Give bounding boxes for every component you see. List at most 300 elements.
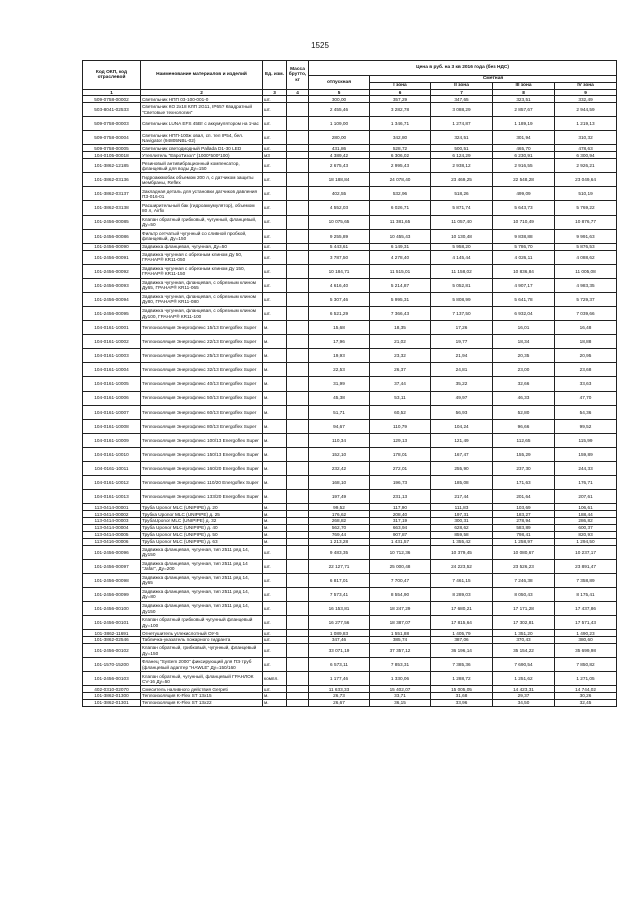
item-mass (287, 187, 309, 201)
column-number: 7 (431, 90, 493, 96)
price-zone-1: 208,40 (370, 511, 431, 518)
item-mass (287, 545, 309, 559)
table-row (83, 264, 617, 278)
item-unit: компл. (263, 672, 287, 686)
price-release: 6 817,01 (309, 573, 370, 587)
price-zone-4: 159,89 (555, 447, 617, 461)
item-name: Задвижка фланцевая, чугунная, тип 2511 ряд 14 "Jafar", Ду=200 (141, 559, 263, 573)
price-release: 7 573,41 (309, 587, 370, 601)
price-zone-1: 907,87 (370, 531, 431, 538)
price-zone-1: 25 000,48 (370, 559, 431, 573)
table-row (83, 531, 617, 538)
item-name: Теплоизоляция Энергофлекс 40/13 Energoflex Super (141, 377, 263, 391)
item-name: Задвижка фланцевая, чугунная, тип 2511 ряд 14, Ду150 (141, 545, 263, 559)
price-zone-2: 17 815,64 (431, 616, 493, 630)
item-code: 104-0161-10006 (83, 391, 141, 405)
table-row (83, 229, 617, 243)
price-release: 2 455,46 (309, 103, 370, 117)
item-code: 101-1570-15200 (83, 658, 141, 672)
price-zone-1: 10 712,36 (370, 545, 431, 559)
price-zone-2: 859,58 (431, 531, 493, 538)
item-mass (287, 672, 309, 686)
price-zone-2: 49,97 (431, 391, 493, 405)
item-mass (287, 447, 309, 461)
table-row (83, 524, 617, 531)
table-row (83, 538, 617, 545)
item-code: 104-0161-10005 (83, 377, 141, 391)
item-code: 101-2456-00092 (83, 264, 141, 278)
price-zone-1: 60,52 (370, 405, 431, 419)
price-zone-4: 7 358,89 (555, 573, 617, 587)
price-zone-4: 6 300,94 (555, 152, 617, 159)
item-unit: шт. (263, 201, 287, 215)
item-mass (287, 573, 309, 587)
price-zone-4: 7 850,82 (555, 658, 617, 672)
item-name: Теплоизоляция Энергофлекс 100/13 Energoflex Super (141, 433, 263, 447)
item-mass (287, 96, 309, 103)
column-number: 2 (141, 90, 263, 96)
price-zone-4: 23 891,47 (555, 559, 617, 573)
price-zone-3: 1 189,19 (493, 117, 555, 131)
price-zone-2: 7 137,50 (431, 306, 493, 320)
price-zone-1: 53,11 (370, 391, 431, 405)
table-row (83, 504, 617, 511)
price-zone-2: 255,90 (431, 461, 493, 475)
price-zone-3: 35 154,22 (493, 643, 555, 657)
price-release: 300,00 (309, 96, 370, 103)
item-code: 101-2456-00098 (83, 573, 141, 587)
item-unit: м. (263, 391, 287, 405)
item-code: 101-2456-00101 (83, 616, 141, 630)
price-zone-4: 20,95 (555, 349, 617, 363)
item-code: 104-0161-10008 (83, 419, 141, 433)
item-mass (287, 476, 309, 490)
price-release: 4 389,42 (309, 152, 370, 159)
item-code: 101-3862-01301 (83, 700, 141, 707)
price-release: 347,46 (309, 637, 370, 644)
item-code: 104-0161-10007 (83, 405, 141, 419)
item-unit: м. (263, 377, 287, 391)
item-mass (287, 306, 309, 320)
item-code: 113-0414-00005 (83, 531, 141, 538)
price-zone-2: 10 379,45 (431, 545, 493, 559)
table-row (83, 518, 617, 525)
price-release: 16 277,56 (309, 616, 370, 630)
price-zone-1: 117,90 (370, 504, 431, 511)
price-zone-2: 4 145,44 (431, 250, 493, 264)
column-number: 1 (83, 90, 141, 96)
item-unit: шт. (263, 616, 287, 630)
price-release: 9 255,89 (309, 229, 370, 243)
item-unit: шт. (263, 145, 287, 152)
item-name: Огнетушитель углекислотный ОУ-5 (141, 630, 263, 637)
table-row (83, 131, 617, 145)
item-unit: шт. (263, 292, 287, 306)
price-zone-2: 33,96 (431, 700, 493, 707)
item-name: Труба Uponor MLC (UNIPIPE) д. 50 (141, 531, 263, 538)
table-row (83, 377, 617, 391)
price-zone-4: 2 926,21 (555, 159, 617, 173)
price-zone-4: 2 944,59 (555, 103, 617, 117)
item-mass (287, 103, 309, 117)
price-zone-4: 5 876,53 (555, 243, 617, 250)
table-row (83, 145, 617, 152)
price-zone-2: 518,26 (431, 187, 493, 201)
price-release: 31,99 (309, 377, 370, 391)
price-zone-1: 317,19 (370, 518, 431, 525)
table-row (83, 419, 617, 433)
price-release: 18 188,84 (309, 173, 370, 187)
price-zone-4: 286,82 (555, 518, 617, 525)
price-zone-3: 10 710,49 (493, 215, 555, 229)
table-row (83, 658, 617, 672)
price-zone-4: 1 490,23 (555, 630, 617, 637)
price-zone-1: 532,96 (370, 187, 431, 201)
price-zone-3: 4 026,11 (493, 250, 555, 264)
price-zone-3: 23,00 (493, 363, 555, 377)
item-mass (287, 405, 309, 419)
item-unit: шт. (263, 103, 287, 117)
item-name: Задвижка фланцевая, чугунная, Ду=50 (141, 243, 263, 250)
item-mass (287, 243, 309, 250)
price-zone-2: 628,62 (431, 524, 493, 531)
item-unit: шт. (263, 306, 287, 320)
price-zone-1: 18,35 (370, 321, 431, 335)
item-unit: шт. (263, 278, 287, 292)
table-row (83, 461, 617, 475)
price-zone-2: 56,93 (431, 405, 493, 419)
item-code: 101-2456-00100 (83, 601, 141, 615)
item-unit: м. (263, 511, 287, 518)
item-code: 509-0758-00004 (83, 131, 141, 145)
item-code: 101-3862-03136 (83, 173, 141, 187)
price-zone-1: 528,72 (370, 145, 431, 152)
price-zone-1: 37,44 (370, 377, 431, 391)
price-zone-2: 197,31 (431, 511, 493, 518)
price-zone-3: 499,09 (493, 187, 555, 201)
table-row (83, 159, 617, 173)
item-code: 104-0161-10011 (83, 461, 141, 475)
price-zone-2: 5 871,74 (431, 201, 493, 215)
header-release: отпускная (309, 76, 370, 90)
item-code: 101-2456-00091 (83, 250, 141, 264)
item-code: 101-2456-00097 (83, 559, 141, 573)
price-zone-2: 111,83 (431, 504, 493, 511)
item-mass (287, 215, 309, 229)
table-row (83, 391, 617, 405)
price-zone-4: 188,44 (555, 511, 617, 518)
item-code: 101-2456-00094 (83, 292, 141, 306)
price-zone-1: 7 853,31 (370, 658, 431, 672)
price-zone-3: 18,34 (493, 335, 555, 349)
price-zone-1: 1 431,57 (370, 538, 431, 545)
price-zone-4: 17 437,86 (555, 601, 617, 615)
item-mass (287, 616, 309, 630)
price-zone-2: 23 469,25 (431, 173, 493, 187)
item-code: 509-0758-00003 (83, 117, 141, 131)
price-zone-4: 10 876,77 (555, 215, 617, 229)
item-code: 104-0161-10001 (83, 321, 141, 335)
price-zone-2: 5 958,20 (431, 243, 493, 250)
item-unit: шт. (263, 215, 287, 229)
price-zone-2: 3 088,29 (431, 103, 493, 117)
item-code: 509-0758-00005 (83, 145, 141, 152)
item-code: 101-3862-12185 (83, 159, 141, 173)
price-zone-1: 2 995,43 (370, 159, 431, 173)
price-zone-3: 1 258,97 (493, 538, 555, 545)
price-zone-2: 36 196,14 (431, 643, 493, 657)
header-zone-3: III зона (493, 83, 555, 90)
item-mass (287, 524, 309, 531)
price-zone-3: 22 548,28 (493, 173, 555, 187)
price-zone-4: 14 744,02 (555, 686, 617, 693)
price-zone-3: 17 171,28 (493, 601, 555, 615)
price-zone-3: 34,50 (493, 700, 555, 707)
item-unit: шт. (263, 250, 287, 264)
item-code: 101-2456-00102 (83, 643, 141, 657)
price-zone-2: 104,24 (431, 419, 493, 433)
price-zone-4: 244,33 (555, 461, 617, 475)
item-name: Закладная деталь для установки датчиков давления ПЗ-016-01 (141, 187, 263, 201)
item-unit: м. (263, 321, 287, 335)
table-row (83, 700, 617, 707)
price-zone-2: 24,81 (431, 363, 493, 377)
item-name: Резиновый антивибрационный компенсатор, фланцевый для воды Ду=150 (141, 159, 263, 173)
item-code: 509-0758-00002 (83, 96, 141, 103)
item-name: Трубка Uponor MLC (UNIPIPE) д. 25 (141, 511, 263, 518)
item-code: 104-0161-10002 (83, 335, 141, 349)
item-unit: м3 (263, 152, 287, 159)
item-mass (287, 391, 309, 405)
price-zone-3: 20,35 (493, 349, 555, 363)
price-zone-1: 1 551,88 (370, 630, 431, 637)
price-zone-2: 24 223,52 (431, 559, 493, 573)
item-unit: шт. (263, 573, 287, 587)
item-mass (287, 377, 309, 391)
item-name: Светильник LUNA EFS 45Вт с аккумулятором на 1час (141, 117, 263, 131)
price-release: 168,10 (309, 476, 370, 490)
item-mass (287, 363, 309, 377)
price-release: 10 184,71 (309, 264, 370, 278)
price-zone-2: 11 057,40 (431, 215, 493, 229)
price-zone-3: 9 838,88 (493, 229, 555, 243)
price-zone-1: 21,02 (370, 335, 431, 349)
header-unit: Ед. изм. (263, 61, 287, 90)
price-zone-2: 1 355,42 (431, 538, 493, 545)
price-zone-3: 2 857,67 (493, 103, 555, 117)
item-unit: шт. (263, 686, 287, 693)
item-name: Клапан обратный грибковый чугунный фланцевый Ду=100 (141, 616, 263, 630)
item-mass (287, 490, 309, 504)
table-row (83, 321, 617, 335)
item-mass (287, 433, 309, 447)
price-zone-1: 6 026,71 (370, 201, 431, 215)
item-name: Теплоизоляция Энергофлекс 25/13 Energoflex Super (141, 349, 263, 363)
price-zone-3: 29,37 (493, 693, 555, 700)
table-row (83, 616, 617, 630)
price-zone-3: 8 050,43 (493, 587, 555, 601)
item-name: Теплоизоляция Энергофлекс 110/20 Energoflex Super (141, 476, 263, 490)
item-mass (287, 461, 309, 475)
price-zone-4: 8 175,41 (555, 587, 617, 601)
item-mass (287, 321, 309, 335)
price-release: 2 675,43 (309, 159, 370, 173)
table-row (83, 117, 617, 131)
price-release: 6 521,29 (309, 306, 370, 320)
price-release: 4 616,40 (309, 278, 370, 292)
item-unit: м. (263, 476, 287, 490)
price-zone-2: 11 158,02 (431, 264, 493, 278)
price-release: 402,55 (309, 187, 370, 201)
item-mass (287, 145, 309, 152)
price-zone-4: 176,71 (555, 476, 617, 490)
item-mass (287, 131, 309, 145)
page-number: 1525 (311, 41, 329, 50)
price-zone-2: 347,65 (431, 96, 493, 103)
price-release: 51,71 (309, 405, 370, 419)
price-zone-1: 6 306,02 (370, 152, 431, 159)
item-mass (287, 159, 309, 173)
price-zone-4: 207,61 (555, 490, 617, 504)
item-code: 101-2456-00090 (83, 243, 141, 250)
price-zone-2: 1 274,87 (431, 117, 493, 131)
price-release: 22,53 (309, 363, 370, 377)
item-code: 101-3862-03138 (83, 201, 141, 215)
price-release: 94,67 (309, 419, 370, 433)
price-release: 110,34 (309, 433, 370, 447)
column-number: 5 (309, 90, 370, 96)
price-release: 268,82 (309, 518, 370, 525)
item-code: 104-0105-00018 (83, 152, 141, 159)
price-zone-4: 510,19 (555, 187, 617, 201)
item-name: Задвижка фланцевая, чугунная, тип 2511 ряд 14, Ду=80 (141, 587, 263, 601)
price-zone-2: 19,77 (431, 335, 493, 349)
price-zone-4: 18,88 (555, 335, 617, 349)
item-mass (287, 292, 309, 306)
item-mass (287, 693, 309, 700)
price-zone-3: 112,65 (493, 433, 555, 447)
price-zone-2: 17,26 (431, 321, 493, 335)
item-unit: м. (263, 405, 287, 419)
table-row (83, 250, 617, 264)
item-unit: м. (263, 693, 287, 700)
item-unit: шт. (263, 587, 287, 601)
price-zone-3: 465,70 (493, 145, 555, 152)
price-zone-3: 10 836,84 (493, 264, 555, 278)
item-name: Труба Uponor MLC (UNIPIPE) д. 63 (141, 538, 263, 545)
item-unit: м. (263, 461, 287, 475)
price-zone-3: 52,80 (493, 405, 555, 419)
price-zone-1: 4 278,40 (370, 250, 431, 264)
table-row (83, 559, 617, 573)
price-zone-4: 11 005,08 (555, 264, 617, 278)
item-unit: шт. (263, 229, 287, 243)
item-unit: м. (263, 349, 287, 363)
price-release: 280,00 (309, 131, 370, 145)
item-name: Задвижка чугунная с обрезным клином Ду 150, ГРАНАР® КR11-150 (141, 264, 263, 278)
item-code: 503-8041-02533 (83, 103, 141, 117)
item-mass (287, 531, 309, 538)
column-number: 9 (555, 90, 617, 96)
item-unit: шт. (263, 601, 287, 615)
item-unit: м. (263, 363, 287, 377)
table-row (83, 433, 617, 447)
price-zone-3: 10 080,67 (493, 545, 555, 559)
table-row (83, 693, 617, 700)
item-unit: м. (263, 531, 287, 538)
price-zone-4: 33,63 (555, 377, 617, 391)
item-mass (287, 250, 309, 264)
item-unit: шт. (263, 159, 287, 173)
price-zone-3: 301,94 (493, 131, 555, 145)
price-release: 232,42 (309, 461, 370, 475)
table-body (83, 90, 617, 707)
price-release: 33 071,19 (309, 643, 370, 657)
price-release: 6 573,11 (309, 658, 370, 672)
item-unit: м. (263, 518, 287, 525)
price-zone-1: 663,94 (370, 524, 431, 531)
price-zone-2: 217,44 (431, 490, 493, 504)
price-zone-1: 178,01 (370, 447, 431, 461)
item-mass (287, 511, 309, 518)
header-name: Наименование материалов и изделий (141, 61, 263, 90)
price-release: 1 177,46 (309, 672, 370, 686)
item-unit: шт. (263, 545, 287, 559)
price-zone-3: 7 690,54 (493, 658, 555, 672)
item-mass (287, 335, 309, 349)
item-code: 104-0161-10010 (83, 447, 141, 461)
item-code: 104-0161-10004 (83, 363, 141, 377)
price-zone-2: 35,22 (431, 377, 493, 391)
item-code: 101-3862-11691 (83, 630, 141, 637)
price-zone-4: 9 991,63 (555, 229, 617, 243)
price-zone-4: 332,49 (555, 96, 617, 103)
item-mass (287, 518, 309, 525)
header-code: Код ОКП, код отраслевой (83, 61, 141, 90)
table-row (83, 278, 617, 292)
table-row (83, 637, 617, 644)
header-zone-1: I зона (370, 83, 431, 90)
price-zone-2: 387,06 (431, 637, 493, 644)
price-zone-3: 23 526,23 (493, 559, 555, 573)
item-mass (287, 152, 309, 159)
price-release: 769,44 (309, 531, 370, 538)
item-mass (287, 278, 309, 292)
price-zone-1: 196,73 (370, 476, 431, 490)
price-zone-4: 478,63 (555, 145, 617, 152)
price-zone-1: 1 346,71 (370, 117, 431, 131)
price-zone-1: 5 995,31 (370, 292, 431, 306)
price-release: 5 443,61 (309, 243, 370, 250)
table-row (83, 173, 617, 187)
price-zone-3: 5 786,70 (493, 243, 555, 250)
price-release: 197,49 (309, 490, 370, 504)
item-name: Теплоизоляция Энергофлекс 160/20 Energoflex Super (141, 461, 263, 475)
table-row (83, 447, 617, 461)
price-zone-3: 323,51 (493, 96, 555, 103)
price-zone-3: 1 351,20 (493, 630, 555, 637)
item-code: 402-0310-02070 (83, 686, 141, 693)
price-release: 22 127,71 (309, 559, 370, 573)
price-zone-1: 7 366,43 (370, 306, 431, 320)
price-release: 562,70 (309, 524, 370, 531)
table-row (83, 201, 617, 215)
table-row (83, 686, 617, 693)
price-zone-2: 1 288,72 (431, 672, 493, 686)
price-release: 3 787,50 (309, 250, 370, 264)
item-name: Теплоизоляция Энергофлекс 32/13 Energoflex Super (141, 363, 263, 377)
item-name: Теплоизоляция Энергофлекс 80/13 Energoflex Super (141, 419, 263, 433)
